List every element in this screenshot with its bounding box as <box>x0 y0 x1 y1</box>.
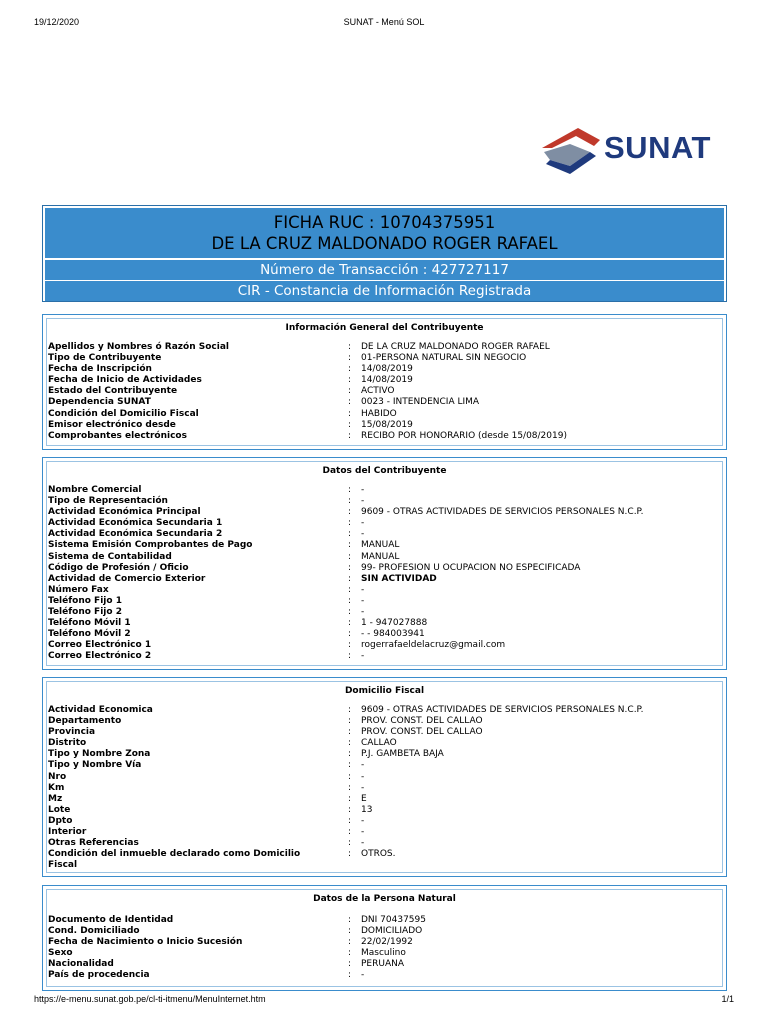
field-row: Nombre Comercial : - <box>48 485 365 495</box>
field-row: Sistema de Contabilidad : MANUAL <box>48 551 400 562</box>
field-row: Provincia : PROV. CONST. DEL CALLAO <box>48 727 483 738</box>
field-row: Código de Profesión / Oficio : 99- PROFESION U OCUPACION NO ESPECIFICADA <box>48 562 581 573</box>
field-row: Tipo de Representación : - <box>48 496 365 507</box>
field-row: Lote : 13 <box>48 804 373 815</box>
field-row: Nro : - <box>48 771 365 782</box>
field-row: Otras Referencias : - <box>48 838 365 849</box>
constancia-title: CIR - Constancia de Información Registrada <box>45 281 724 301</box>
field-row: Actividad Económica Secundaria 1 : - <box>48 518 365 529</box>
ficha-header <box>42 205 727 302</box>
field-row: Correo Electrónico 2 : - <box>48 651 365 662</box>
field-row: Sexo : Masculino <box>48 948 406 959</box>
field-row: Tipo de Contribuyente : 01-PERSONA NATURAL SIN NEGOCIO <box>48 353 527 364</box>
field-row: Distrito : CALLAO <box>48 738 397 749</box>
field-row: Comprobantes electrónicos : RECIBO POR HONORARIO (desde 15/08/2019) <box>48 430 567 441</box>
field-row: Correo Electrónico 1 : rogerrafaeldelacruz@gmail.com <box>48 640 506 651</box>
field-row: País de procedencia : - <box>48 970 365 981</box>
field-row: Interior : - <box>48 827 365 838</box>
field-row: Actividad Económica Secundaria 2 : - <box>48 529 365 540</box>
field-row: Dependencia SUNAT : 0023 - INTENDENCIA LIMA <box>48 397 480 408</box>
general-info-rows <box>48 342 721 442</box>
section-title: Información General del Contribuyente <box>285 323 484 333</box>
field-row: Tipo y Nombre Zona : P.J. GAMBETA BAJA <box>48 749 444 760</box>
natural-person-rows <box>48 915 721 982</box>
section-title: Datos del Contribuyente <box>322 466 447 476</box>
field-row: Actividad Economica : 9609 - OTRAS ACTIVIDADES DE SERVICIOS PERSONALES N.C.P. <box>48 705 644 715</box>
field-row: Nacionalidad : PERUANA <box>48 959 405 970</box>
field-row: Condición del inmueble declarado como Domicilio Fiscal : OTROS. <box>48 849 396 871</box>
sunat-logo-text: SUNAT <box>604 130 711 165</box>
field-row: Apellidos y Nombres ó Razón Social : DE LA CRUZ MALDONADO ROGER RAFAEL <box>48 342 550 352</box>
field-row: Teléfono Móvil 2 : - - 984003941 <box>48 629 425 640</box>
field-row: Actividad de Comercio Exterior : SIN ACTIVIDAD <box>48 573 437 584</box>
print-url: https://e-menu.sunat.gob.pe/cl-ti-itmenu/MenuInternet.htm <box>34 994 266 1004</box>
field-row: Cond. Domiciliado : DOMICILIADO <box>48 926 423 937</box>
fiscal-address-section <box>42 677 727 877</box>
field-row: Fecha de Nacimiento o Inicio Sucesión : 22/02/1992 <box>48 937 413 948</box>
field-row: Condición del Domicilio Fiscal : HABIDO <box>48 408 397 419</box>
field-row: Teléfono Fijo 1 : - <box>48 595 365 606</box>
field-row: Km : - <box>48 782 365 793</box>
field-row: Número Fax : - <box>48 584 365 595</box>
print-title: SUNAT - Menú SOL <box>343 17 425 27</box>
natural-person-section <box>42 885 727 991</box>
field-row: Teléfono Móvil 1 : 1 - 947027888 <box>48 618 428 629</box>
taxpayer-data-rows <box>48 485 721 663</box>
field-row: Tipo y Nombre Vía : - <box>48 760 365 771</box>
sunat-logo-icon <box>540 126 604 176</box>
taxpayer-data-section <box>42 457 727 670</box>
transaction-number: Número de Transacción : 427727117 <box>45 260 724 280</box>
field-row: Emisor electrónico desde : 15/08/2019 <box>48 419 413 430</box>
field-row: Mz : E <box>48 793 367 804</box>
general-info-section <box>42 314 727 450</box>
field-row: Documento de Identidad : DNI 70437595 <box>48 915 426 925</box>
field-row: Estado del Contribuyente : ACTIVO <box>48 386 395 397</box>
field-row: Teléfono Fijo 2 : - <box>48 607 365 618</box>
section-title: Domicilio Fiscal <box>344 686 425 696</box>
ficha-ruc-title: FICHA RUC : 10704375951 <box>273 213 496 232</box>
taxpayer-name-title: DE LA CRUZ MALDONADO ROGER RAFAEL <box>211 234 558 253</box>
field-row: Fecha de Inicio de Actividades : 14/08/2019 <box>48 375 413 386</box>
section-title: Datos de la Persona Natural <box>313 894 456 904</box>
field-row: Departamento : PROV. CONST. DEL CALLAO <box>48 716 483 727</box>
field-row: Dpto : - <box>48 815 365 826</box>
sunat-logo <box>540 126 730 176</box>
field-row: Actividad Económica Principal : 9609 - OTRAS ACTIVIDADES DE SERVICIOS PERSONALES N.C.P. <box>48 507 644 518</box>
field-row: Sistema Emisión Comprobantes de Pago : MANUAL <box>48 540 400 551</box>
fiscal-address-rows <box>48 705 721 871</box>
ficha-title-block <box>45 208 724 258</box>
field-row: Fecha de Inscripción : 14/08/2019 <box>48 364 413 375</box>
print-date: 19/12/2020 <box>34 17 80 27</box>
print-page-number: 1/1 <box>721 994 734 1004</box>
